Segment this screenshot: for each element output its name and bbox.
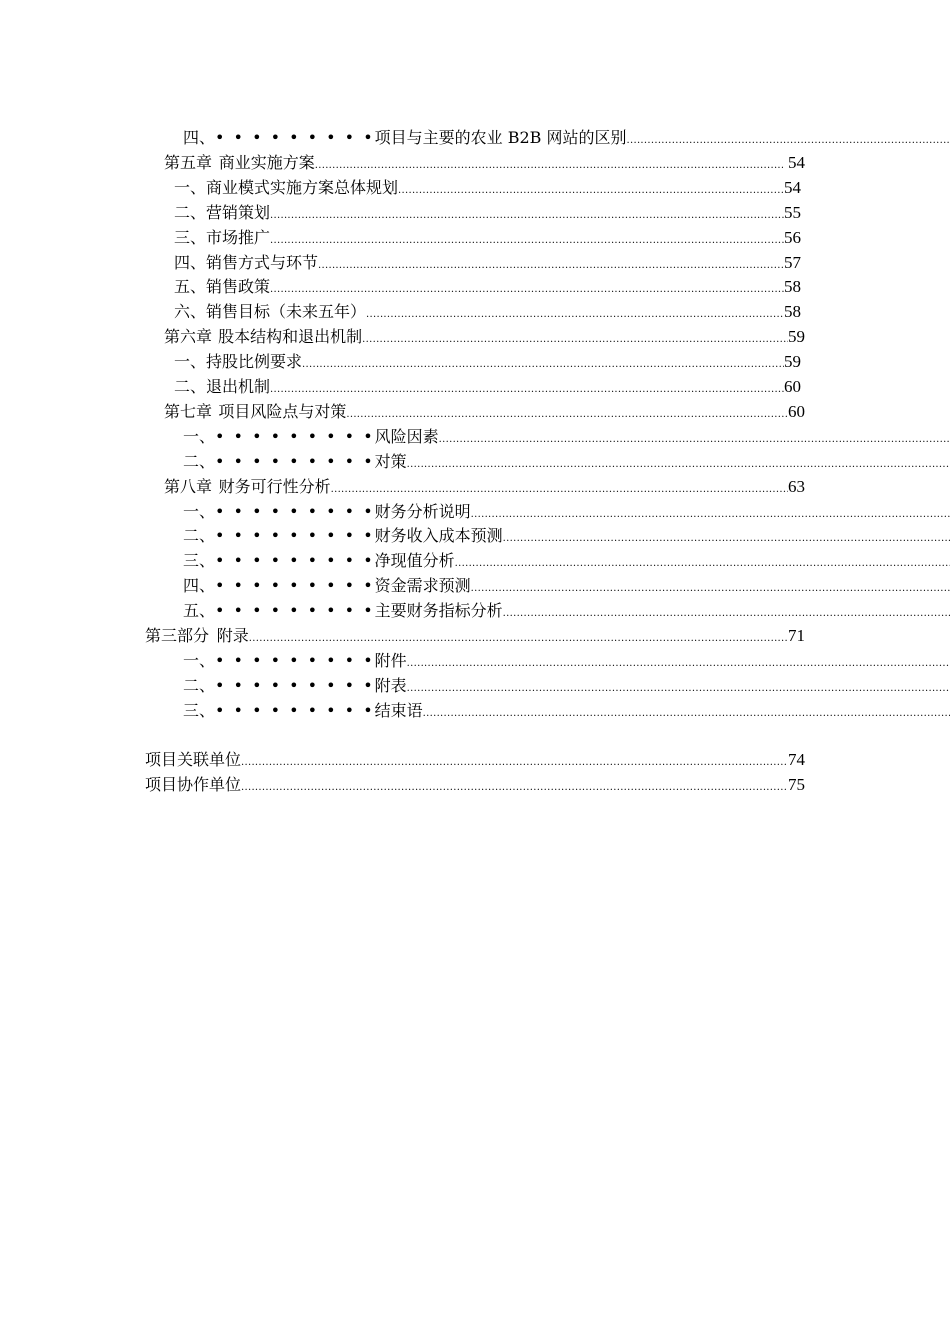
- toc-bullet-leader: • • • • • • • • •: [215, 551, 375, 570]
- dot-leader: [439, 429, 950, 448]
- dot-leader: [270, 279, 784, 298]
- dot-leader: [627, 130, 950, 149]
- toc-entry-number: 二、: [183, 676, 216, 695]
- dot-leader: [318, 255, 784, 274]
- toc-bullet-leader: • • • • • • • • •: [215, 601, 375, 620]
- toc-page-number: 58: [784, 302, 801, 321]
- toc-entry-title: 商业模式实施方案总体规划: [206, 178, 399, 197]
- toc-page-number: 55: [784, 203, 801, 222]
- toc-entry[interactable]: [183, 675, 950, 697]
- toc-entry-title: 结束语: [374, 701, 423, 720]
- dot-leader: [270, 205, 784, 224]
- toc-entry-title: 退出机制: [206, 377, 271, 396]
- toc-entry-number: 二、: [174, 203, 207, 222]
- dot-leader: [503, 528, 950, 547]
- toc-entry-title: 财务收入成本预测: [374, 526, 503, 545]
- toc-page-number: 75: [788, 775, 805, 794]
- toc-bullet-leader: • • • • • • • • •: [215, 526, 375, 545]
- toc-entry-number: 二、: [183, 526, 216, 545]
- toc-entry[interactable]: [183, 501, 950, 523]
- toc-page-number: 74: [788, 750, 805, 769]
- dot-leader: [407, 454, 950, 473]
- dot-leader: [471, 504, 950, 523]
- toc-entry-title: 销售目标（未来五年）: [206, 302, 367, 321]
- toc-bullet-leader: • • • • • • • • •: [215, 502, 375, 521]
- toc-entry-number: 二、: [183, 452, 216, 471]
- toc-entry-title: 财务分析说明: [374, 502, 471, 521]
- toc-chapter-title: 商业实施方案: [218, 153, 315, 172]
- toc-chapter-number: 第五章: [164, 153, 213, 172]
- toc-entry[interactable]: [174, 227, 801, 249]
- toc-chapter[interactable]: [164, 152, 805, 174]
- toc-entry[interactable]: [183, 451, 950, 473]
- toc-entry-title: 项目协作单位: [145, 775, 242, 794]
- toc-entry[interactable]: [183, 575, 950, 597]
- toc-entry[interactable]: [183, 550, 950, 572]
- dot-leader: [455, 553, 950, 572]
- toc-part-title: 附录: [216, 626, 249, 645]
- dot-leader: [471, 578, 950, 597]
- toc-entry-title: 附件: [374, 651, 407, 670]
- toc-entry[interactable]: [174, 276, 801, 298]
- dot-leader: [315, 155, 783, 174]
- dot-leader: [249, 628, 788, 647]
- dot-leader: [331, 479, 788, 498]
- toc-entry-title: 资金需求预测: [374, 576, 471, 595]
- toc-entry[interactable]: [174, 252, 801, 274]
- toc-entry[interactable]: [183, 600, 950, 622]
- toc-entry-title: 风险因素: [374, 427, 439, 446]
- toc-entry[interactable]: [174, 177, 801, 199]
- toc-entry-number: 五、: [174, 277, 207, 296]
- dot-leader: [423, 703, 950, 722]
- toc-entry[interactable]: [174, 202, 801, 224]
- toc-entry-number: 一、: [174, 352, 207, 371]
- toc-chapter[interactable]: [164, 476, 805, 498]
- toc-entry-title: 主要财务指标分析: [374, 601, 503, 620]
- toc-entry[interactable]: [183, 426, 950, 448]
- toc-entry-title: 销售方式与环节: [206, 253, 319, 272]
- toc-entry-title: 对策: [374, 452, 407, 471]
- toc-page-number: 56: [784, 228, 801, 247]
- toc-chapter-number: 第六章: [164, 327, 213, 346]
- toc-page-number: 54: [788, 153, 805, 172]
- toc-entry-number: 一、: [174, 178, 207, 197]
- toc-entry-title: 项目与主要的农业 B2B 网站的区别: [374, 128, 627, 147]
- dot-leader: [407, 678, 950, 697]
- toc-entry[interactable]: [174, 351, 801, 373]
- dot-leader: [398, 180, 784, 199]
- toc-entry[interactable]: [183, 525, 950, 547]
- toc-bullet-leader: • • • • • • • • •: [215, 452, 375, 471]
- dot-leader: [241, 752, 788, 771]
- toc-entry-title: 市场推广: [206, 228, 271, 247]
- toc-chapter-number: 第八章: [164, 477, 213, 496]
- toc-chapter[interactable]: [164, 326, 805, 348]
- toc-bullet-leader: • • • • • • • • •: [215, 701, 375, 720]
- toc-page-number: 59: [784, 352, 801, 371]
- toc-entry[interactable]: [174, 376, 801, 398]
- toc-entry-number: 三、: [174, 228, 207, 247]
- toc-page-number: 58: [784, 277, 801, 296]
- toc-bullet-leader: • • • • • • • • •: [215, 576, 375, 595]
- toc-entry-title: 持股比例要求: [206, 352, 303, 371]
- toc-bullet-leader: • • • • • • • • •: [215, 128, 375, 147]
- toc-page-number: 71: [788, 626, 805, 645]
- toc-entry-number: 二、: [174, 377, 207, 396]
- toc-page-number: 57: [784, 253, 801, 272]
- toc-entry-title: 附表: [374, 676, 407, 695]
- toc-page-number: 63: [788, 477, 805, 496]
- toc-chapter-title: 财务可行性分析: [218, 477, 331, 496]
- dot-leader: [270, 230, 784, 249]
- toc-appendix-entry[interactable]: [145, 774, 805, 796]
- toc-bullet-leader: • • • • • • • • •: [215, 651, 375, 670]
- dot-leader: [366, 304, 784, 323]
- toc-chapter-title: 股本结构和退出机制: [218, 327, 363, 346]
- toc-part[interactable]: [145, 625, 805, 647]
- toc-chapter-number: 第七章: [164, 402, 213, 421]
- toc-entry-number: 一、: [183, 651, 216, 670]
- toc-entry-number: 三、: [183, 701, 216, 720]
- dot-leader: [270, 379, 784, 398]
- toc-page-number: 54: [784, 178, 801, 197]
- toc-bullet-leader: • • • • • • • • •: [215, 676, 375, 695]
- toc-entry-number: 五、: [183, 601, 216, 620]
- toc-page-number: 60: [784, 377, 801, 396]
- toc-entry-number: 一、: [183, 427, 216, 446]
- toc-entry-number: 四、: [183, 576, 216, 595]
- toc-entry-title: 项目关联单位: [145, 750, 242, 769]
- toc-entry-title: 销售政策: [206, 277, 271, 296]
- toc-entry-number: 六、: [174, 302, 207, 321]
- toc-bullet-leader: • • • • • • • • •: [215, 427, 375, 446]
- toc-chapter[interactable]: [164, 401, 805, 423]
- toc-page-number: 59: [788, 327, 805, 346]
- dot-leader: [241, 777, 788, 796]
- toc-page-number: 60: [788, 402, 805, 421]
- dot-leader: [503, 603, 950, 622]
- dot-leader: [362, 329, 788, 348]
- toc-part-number: 第三部分: [145, 626, 210, 645]
- toc-chapter-title: 项目风险点与对策: [218, 402, 347, 421]
- toc-appendix-entry[interactable]: [145, 749, 805, 771]
- toc-entry[interactable]: [183, 700, 950, 722]
- toc-entry[interactable]: [183, 127, 950, 149]
- toc-entry-title: 营销策划: [206, 203, 271, 222]
- toc-entry-number: 四、: [174, 253, 207, 272]
- dot-leader: [346, 404, 788, 423]
- toc-entry[interactable]: [183, 650, 950, 672]
- dot-leader: [302, 354, 784, 373]
- toc-entry-title: 净现值分析: [374, 551, 455, 570]
- dot-leader: [407, 653, 950, 672]
- toc-entry-number: 四、: [183, 128, 216, 147]
- toc-entry-number: 一、: [183, 502, 216, 521]
- toc-entry-number: 三、: [183, 551, 216, 570]
- toc-entry[interactable]: [174, 301, 801, 323]
